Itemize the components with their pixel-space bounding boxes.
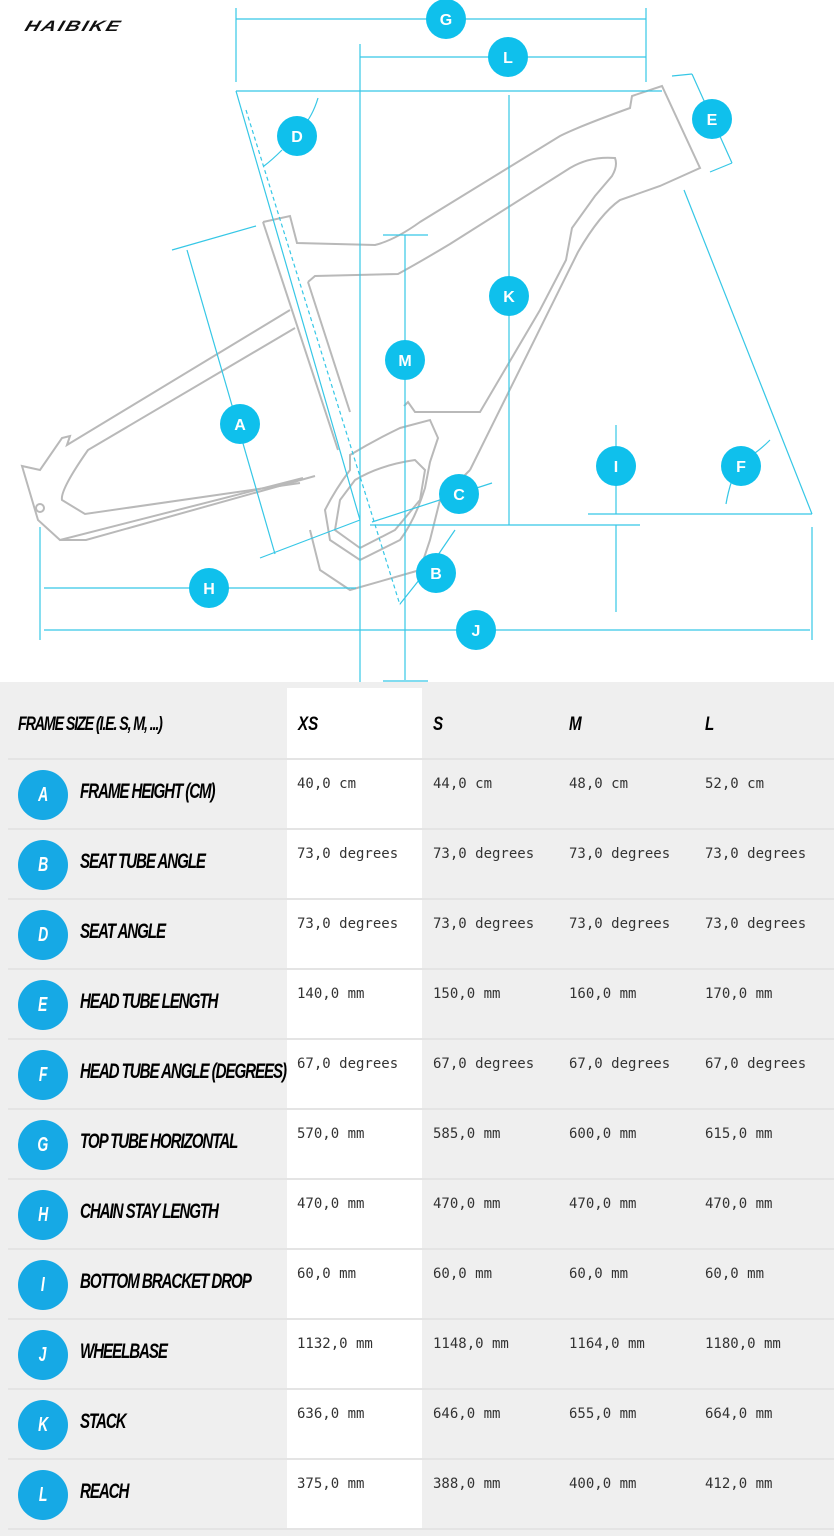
svg-text:M: M xyxy=(398,353,412,370)
value-xs: 570,0 mm xyxy=(297,1126,365,1142)
table-header-row xyxy=(8,688,834,760)
marker-l xyxy=(488,37,528,77)
table-row-bottom-bracket-drop xyxy=(8,1248,834,1320)
value-s: 73,0 degrees xyxy=(433,916,535,932)
value-xs: 40,0 cm xyxy=(297,776,357,792)
value-m: 48,0 cm xyxy=(569,776,629,792)
table-row-reach xyxy=(8,1458,834,1530)
marker-f xyxy=(721,446,761,486)
marker-i xyxy=(596,446,636,486)
size-xs-header: XS xyxy=(298,714,319,735)
svg-text:A: A xyxy=(234,417,246,434)
svg-text:H: H xyxy=(203,581,215,598)
size-l-header: L xyxy=(705,714,715,735)
letter-badge: J xyxy=(18,1330,68,1380)
table-row-seat-angle xyxy=(8,898,834,970)
size-s-header: S xyxy=(433,714,444,735)
letter-badge: K xyxy=(18,1400,68,1450)
value-s: 646,0 mm xyxy=(433,1406,501,1422)
size-m-header: M xyxy=(569,714,582,735)
value-s: 470,0 mm xyxy=(433,1196,501,1212)
value-l: 1180,0 mm xyxy=(705,1336,781,1352)
svg-text:G: G xyxy=(439,12,453,29)
svg-text:L: L xyxy=(503,50,513,67)
frame-geometry-drawing xyxy=(0,0,834,682)
table-row-wheelbase xyxy=(8,1318,834,1390)
value-s: 150,0 mm xyxy=(433,986,501,1002)
svg-text:J: J xyxy=(471,623,481,640)
letter-badge: L xyxy=(18,1470,68,1520)
letter-badge: H xyxy=(18,1190,68,1240)
svg-text:C: C xyxy=(453,487,465,504)
letter-badge: D xyxy=(18,910,68,960)
value-l: 73,0 degrees xyxy=(705,846,807,862)
value-l: 60,0 mm xyxy=(705,1266,765,1282)
value-l: 170,0 mm xyxy=(705,986,773,1002)
geometry-table xyxy=(0,682,834,1536)
value-s: 388,0 mm xyxy=(433,1476,501,1492)
row-label: STACK xyxy=(80,1410,126,1433)
row-label: SEAT TUBE ANGLE xyxy=(80,850,205,873)
table-row-seat-tube-angle xyxy=(8,828,834,900)
table-row-head-tube-length xyxy=(8,968,834,1040)
marker-m xyxy=(385,340,425,380)
value-s: 60,0 mm xyxy=(433,1266,493,1282)
value-m: 60,0 mm xyxy=(569,1266,629,1282)
svg-text:B: B xyxy=(430,566,442,583)
row-label: TOP TUBE HORIZONTAL xyxy=(80,1130,238,1153)
row-label: REACH xyxy=(80,1480,129,1503)
value-xs: 73,0 degrees xyxy=(297,916,399,932)
letter-badge: A xyxy=(18,770,68,820)
letter-badge: B xyxy=(18,840,68,890)
value-xs: 60,0 mm xyxy=(297,1266,357,1282)
row-label: FRAME HEIGHT (CM) xyxy=(80,780,215,803)
value-s: 67,0 degrees xyxy=(433,1056,535,1072)
value-s: 73,0 degrees xyxy=(433,846,535,862)
marker-h xyxy=(189,568,229,608)
svg-text:I: I xyxy=(613,459,619,476)
marker-j xyxy=(456,610,496,650)
table-row-stack xyxy=(8,1388,834,1460)
marker-b xyxy=(416,553,456,593)
value-xs: 73,0 degrees xyxy=(297,846,399,862)
value-m: 400,0 mm xyxy=(569,1476,637,1492)
table-row-head-tube-angle xyxy=(8,1038,834,1110)
table-row-top-tube-horizontal xyxy=(8,1108,834,1180)
value-xs: 636,0 mm xyxy=(297,1406,365,1422)
value-m: 67,0 degrees xyxy=(569,1056,671,1072)
row-label: HEAD TUBE ANGLE (DEGREES) xyxy=(80,1060,286,1083)
value-xs: 470,0 mm xyxy=(297,1196,365,1212)
marker-e xyxy=(692,99,732,139)
value-s: 585,0 mm xyxy=(433,1126,501,1142)
value-l: 664,0 mm xyxy=(705,1406,773,1422)
value-l: 470,0 mm xyxy=(705,1196,773,1212)
row-label: CHAIN STAY LENGTH xyxy=(80,1200,218,1223)
row-label: SEAT ANGLE xyxy=(80,920,165,943)
value-l: 52,0 cm xyxy=(705,776,765,792)
value-m: 73,0 degrees xyxy=(569,846,671,862)
value-s: 1148,0 mm xyxy=(433,1336,509,1352)
marker-g xyxy=(426,0,466,39)
value-l: 412,0 mm xyxy=(705,1476,773,1492)
svg-text:D: D xyxy=(291,129,303,146)
letter-badge: G xyxy=(18,1120,68,1170)
value-m: 655,0 mm xyxy=(569,1406,637,1422)
row-label: WHEELBASE xyxy=(80,1340,167,1363)
value-l: 615,0 mm xyxy=(705,1126,773,1142)
value-xs: 140,0 mm xyxy=(297,986,365,1002)
value-xs: 1132,0 mm xyxy=(297,1336,373,1352)
table-row-frame-height xyxy=(8,758,834,830)
marker-a xyxy=(220,404,260,444)
marker-c xyxy=(439,474,479,514)
letter-badge: F xyxy=(18,1050,68,1100)
value-l: 67,0 degrees xyxy=(705,1056,807,1072)
value-m: 1164,0 mm xyxy=(569,1336,645,1352)
value-xs: 67,0 degrees xyxy=(297,1056,399,1072)
value-s: 44,0 cm xyxy=(433,776,493,792)
row-label: HEAD TUBE LENGTH xyxy=(80,990,218,1013)
svg-text:E: E xyxy=(706,112,718,129)
value-l: 73,0 degrees xyxy=(705,916,807,932)
geometry-diagram xyxy=(0,0,834,682)
letter-badge: I xyxy=(18,1260,68,1310)
marker-k xyxy=(489,276,529,316)
svg-text:F: F xyxy=(736,459,746,476)
letter-badge: E xyxy=(18,980,68,1030)
frame-size-header: FRAME SIZE (I.E. S, M, ...) xyxy=(18,714,162,735)
marker-d xyxy=(277,116,317,156)
value-m: 470,0 mm xyxy=(569,1196,637,1212)
row-label: BOTTOM BRACKET DROP xyxy=(80,1270,251,1293)
value-m: 160,0 mm xyxy=(569,986,637,1002)
value-m: 73,0 degrees xyxy=(569,916,671,932)
svg-text:K: K xyxy=(503,289,515,306)
haibike-logo: HAIBIKE xyxy=(22,18,125,35)
table-row-chain-stay-length xyxy=(8,1178,834,1250)
value-m: 600,0 mm xyxy=(569,1126,637,1142)
value-xs: 375,0 mm xyxy=(297,1476,365,1492)
